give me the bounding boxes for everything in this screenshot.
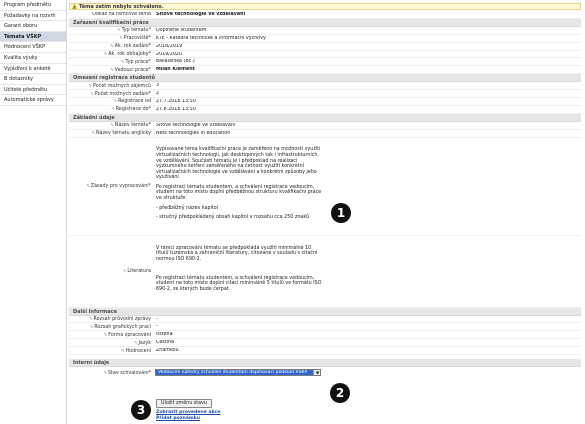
paragraph: Po registraci tématu studentem, a schválení registrace vedoucím, student na toto místo doplní předběžnou strukturu kvalifikační práce ve struktuře: (156, 184, 322, 202)
add-note-link[interactable]: Přidat poznámku (156, 416, 200, 421)
help-icon[interactable]: ✎ (113, 98, 118, 104)
warning-icon (72, 4, 77, 9)
marker-2: 2 (330, 383, 350, 403)
main-content (69, 0, 585, 424)
field-label: Pracoviště (123, 36, 149, 42)
field-vedouci (69, 66, 581, 74)
field-value: Síťové technologie ve vzdělávání (156, 122, 236, 128)
field-pracoviste (69, 35, 581, 43)
required-mark: * (148, 44, 151, 50)
field-value: - (156, 316, 158, 322)
field-label: Ak. rok zadání (114, 44, 149, 50)
field-label: Jazyk (138, 340, 151, 346)
field-label: Počet možných zadání (94, 91, 149, 97)
paragraph: Vypisované téma kvalifikační práce je zaměřeno na možnosti využití virtualizačních technologií, jak desktopových tak i infrastrukturních, ve vzdělávání. Součástí tématu je i předpoklad na realizaci výzkumného šetření zaměřeného na četnost využití konkrétní virtualizačních technologie ve vzdělávání a konkrétní způsoby jeho využívání. (156, 147, 321, 181)
sidebar-item-pozadavky-na-rozvrh[interactable]: Požadavky na rozvrh (0, 11, 66, 22)
sidebar-item-garant-oboru[interactable]: Garant oboru (0, 21, 66, 32)
required-mark: * (148, 91, 151, 97)
field-label: Počet možných zájemců (93, 83, 151, 89)
required-mark: * (148, 107, 151, 113)
field-value: 27.7.2018 13:50 (156, 98, 196, 104)
field-label: Literatura (127, 269, 151, 275)
section-omezeni: Omezení registrace studentů (69, 74, 581, 82)
field-value: 2019/2020 (156, 51, 183, 57)
field-label: Stav schvalování (107, 370, 149, 376)
field-label: Typ práce (125, 59, 149, 65)
marker-3: 3 (131, 400, 151, 420)
field-label: Rozsah průvodní zprávy (93, 317, 151, 323)
field-label: Odkaz na rámcové téma (92, 11, 151, 17)
field-value: KTE - Katedra technické a informační výchovy (156, 35, 266, 41)
field-label: Ak. rok obhajoby (108, 52, 149, 57)
field-value: 3 (156, 83, 160, 89)
required-mark: * (148, 52, 151, 57)
sidebar-item-b-dotazniky[interactable]: B dotazníky (0, 74, 66, 85)
field-nazev-anglicky (69, 130, 581, 138)
field-value: Doplněné studentem (156, 27, 207, 33)
warning-text: Téma zatím nebylo schváleno. (79, 3, 164, 10)
help-icon[interactable]: ✎ (91, 130, 95, 136)
required-mark: * (148, 28, 151, 34)
field-value: 2 (156, 91, 160, 97)
topic-form (69, 11, 581, 378)
required-mark: * (148, 184, 151, 190)
field-value (154, 146, 324, 226)
help-icon[interactable]: ✎ (117, 27, 121, 33)
field-label: Registrace do (115, 107, 149, 113)
section-zarazeni: Zařazení kvalifikační práce (69, 19, 581, 27)
field-pocet-zadani (69, 90, 581, 98)
field-ak-rok-obhajoby (69, 51, 581, 59)
field-value: 2018/2019 (156, 43, 183, 49)
field-value: Síťové technologie ve vzdělávání (156, 11, 246, 17)
field-odkaz (69, 11, 581, 19)
section-zakladni: Základní údaje (69, 114, 581, 122)
help-icon[interactable]: ✎ (88, 82, 93, 88)
field-typ-tematu (69, 27, 581, 35)
help-icon[interactable]: ✎ (121, 58, 125, 64)
required-mark: * (148, 370, 151, 376)
help-icon[interactable]: ✎ (110, 66, 114, 72)
field-literatura (69, 236, 581, 308)
field-label: Forma zpracování (108, 332, 151, 338)
paragraph: Po registraci tématu studentem, a schválení registrace vedoucím, student na toto místo doplní citaci minimálně 5 titulů ve formátu ISO 690-2, ze kterých bude čerpat. (156, 275, 322, 292)
field-value: Známkou (156, 348, 179, 354)
field-value: bakalářská (Bc.) (156, 59, 195, 65)
sidebar-item-ucitele-predmetu[interactable]: Učitelé předmětu (0, 85, 66, 96)
help-icon[interactable]: ✎ (123, 268, 127, 274)
required-mark: * (148, 123, 151, 129)
field-label: Rozsah grafických prací (94, 324, 151, 330)
field-label: Registrace od (118, 99, 151, 105)
required-mark: * (148, 59, 151, 65)
field-label: Typ tématu (121, 28, 149, 34)
field-label: Název tématu (114, 123, 149, 129)
required-mark: * (148, 36, 151, 42)
paragraph: - předběžný název kapitol (156, 205, 219, 211)
sidebar-item-vyjadreni-k-ankete[interactable]: Vyjádření k anketě (0, 64, 66, 75)
help-icon[interactable]: ✎ (103, 51, 108, 56)
sidebar-item-hodnoceni-vskp[interactable]: Hodnocení VŠKP (0, 42, 66, 53)
sidebar (0, 0, 67, 424)
field-jazyk (69, 339, 581, 347)
help-icon[interactable]: ✎ (89, 316, 93, 322)
field-stav (69, 367, 581, 378)
help-icon[interactable]: ✎ (89, 323, 94, 329)
help-icon[interactable]: ✎ (103, 369, 107, 375)
field-rozsah-zpravy (69, 316, 581, 324)
paragraph: V rámci zpracování tématu se předpokládá využití minimálně 10 titulů tuzemská a zahraniční literatury, citované v souladu s citační normou ISO 690-2. (156, 245, 318, 262)
section-interni: Interní údaje (69, 359, 581, 367)
warning-banner (69, 3, 581, 10)
field-value: 27.8.2018 13:50 (156, 106, 196, 112)
field-value: Milan Klement (156, 67, 195, 73)
help-icon[interactable]: ✎ (110, 43, 114, 49)
field-label: Hodnocení (125, 348, 151, 354)
help-icon[interactable]: ✎ (86, 183, 90, 189)
status-select[interactable] (155, 369, 321, 376)
save-status-button[interactable]: Uložit změnu stavu (156, 399, 212, 408)
status-select-value: Vedoucím katedry schválen studentům doplňovací podklad VŠKP (156, 370, 313, 375)
field-value (154, 245, 324, 298)
field-ak-rok-zadani (69, 43, 581, 51)
field-nazev (69, 122, 581, 130)
field-forma (69, 331, 581, 339)
sidebar-item-automaticke-zpravy[interactable]: Automatické zprávy (0, 95, 66, 106)
chevron-down-icon (313, 370, 320, 375)
field-registrace-do (69, 106, 581, 114)
help-icon[interactable]: ✎ (134, 339, 138, 345)
sidebar-item-program-predmetu[interactable]: Program předmětu (0, 0, 66, 11)
field-value: Čeština (156, 340, 174, 346)
required-mark: * (148, 67, 151, 73)
field-value: - (156, 324, 158, 330)
field-value: tištěná (156, 332, 173, 338)
field-label: Vedoucí práce (114, 67, 149, 73)
help-icon[interactable]: ✎ (90, 90, 94, 96)
help-icon[interactable]: ✎ (111, 106, 115, 112)
field-typ-prace (69, 58, 581, 66)
field-pocet-zajemcu (69, 82, 581, 90)
help-icon[interactable]: ✎ (119, 35, 123, 41)
field-zasady (69, 138, 581, 236)
field-hodnoceni (69, 347, 581, 355)
field-label: Název tématu anglicky (95, 131, 151, 137)
help-icon[interactable]: ✎ (110, 122, 114, 128)
sidebar-item-kvalita-vyuky[interactable]: Kvalita výuky (0, 53, 66, 64)
field-value: Nets technologies in education (156, 130, 231, 136)
sidebar-item-temata-vskp[interactable]: Témata VŠKP (0, 32, 66, 43)
field-rozsah-grafickych (69, 323, 581, 331)
show-actions-link[interactable]: Zobrazit provedené akce (156, 410, 221, 415)
marker-1: 1 (331, 203, 351, 223)
section-dalsi: Další informace (69, 308, 581, 316)
help-icon[interactable]: ✎ (103, 331, 108, 337)
help-icon[interactable]: ✎ (121, 347, 125, 353)
paragraph: - stručný předpokládaný obsah kapitol v rozsahu cca 250 znaků (156, 215, 309, 221)
field-registrace-od (69, 98, 581, 106)
field-label: Zásady pro vypracování (90, 184, 149, 190)
